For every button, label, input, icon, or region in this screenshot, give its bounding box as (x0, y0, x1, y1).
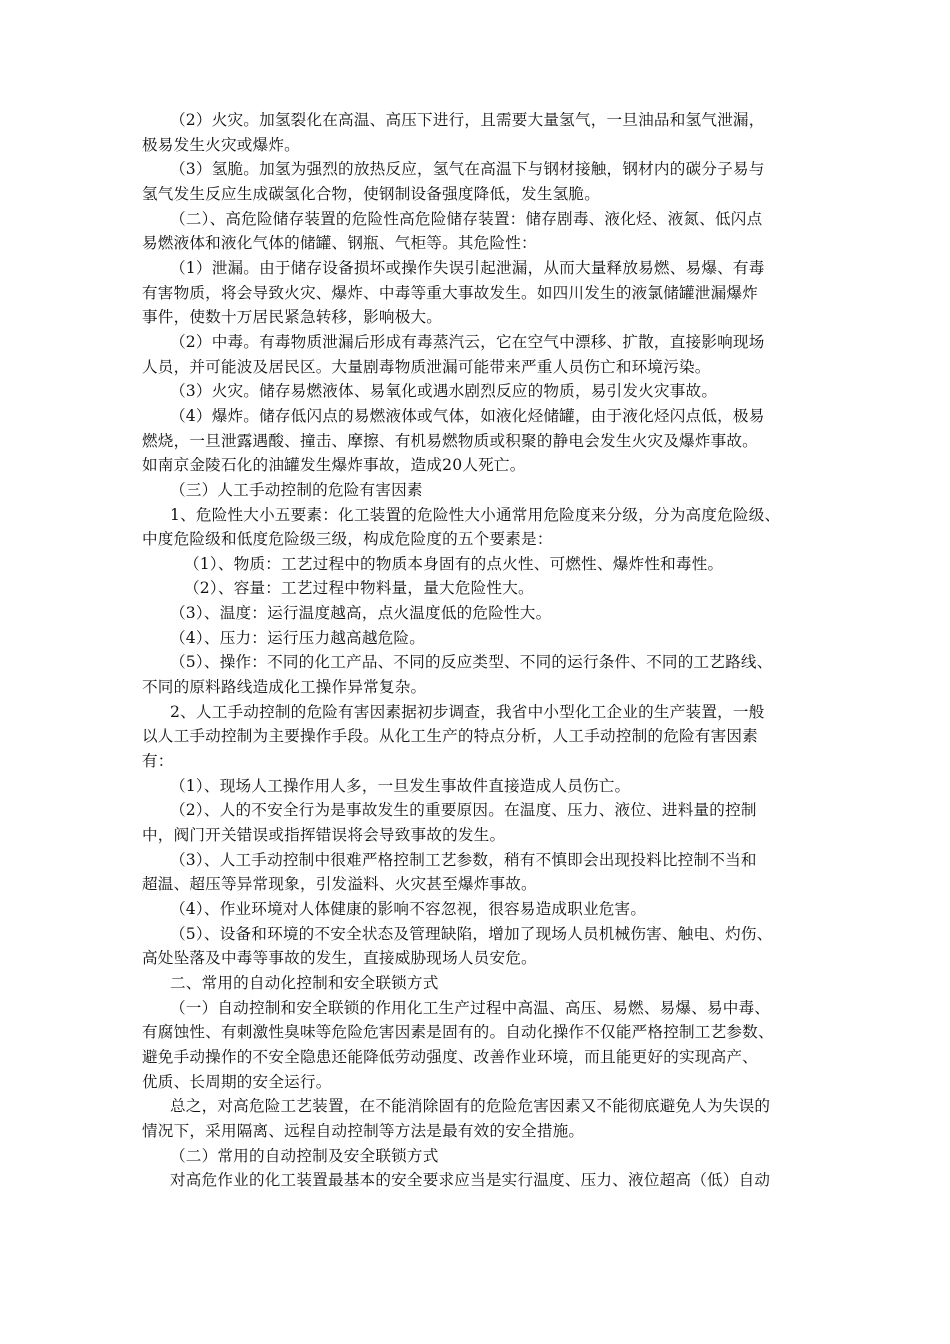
text-line: 对高危作业的化工装置最基本的安全要求应当是实行温度、压力、液位超高（低）自动 (170, 1171, 771, 1190)
text-line: （5）、设备和环境的不安全状态及管理缺陷，增加了现场人员机械伤害、触电、灼伤、 (170, 924, 773, 943)
text-line: 高处坠落及中毒等事故的发生，直接威胁现场人员安危。 (142, 949, 537, 968)
text-line: （2）、容量：工艺过程中物料量，量大危险性大。 (184, 579, 534, 598)
text-line: 事件，使数十万居民紧急转移，影响极大。 (142, 308, 443, 327)
text-line: 超温、超压等异常现象，引发溢料、火灾甚至爆炸事故。 (142, 875, 537, 894)
text-line: 2、人工手动控制的危险有害因素据初步调查，我省中小型化工企业的生产装置，一般 (170, 702, 765, 721)
text-line: （3）氢脆。加氢为强烈的放热反应，氢气在高温下与钢材接触，钢材内的碳分子易与 (170, 160, 765, 179)
text-line: 易燃液体和液化气体的储罐、钢瓶、气柜等。其危险性： (142, 234, 537, 253)
text-line: （一）自动控制和安全联锁的作用化工生产过程中高温、高压、易燃、易爆、易中毒、 (170, 998, 771, 1017)
text-line: 氢气发生反应生成碳氢化合物，使钢制设备强度降低，发生氢脆。 (142, 184, 601, 203)
text-line: （2）火灾。加氢裂化在高温、高压下进行，且需要大量氢气，一旦油品和氢气泄漏， (170, 111, 765, 129)
text-line: （二）、高危险储存装置的危险性高危险储存装置：储存剧毒、液化烃、液氮、低闪点 (170, 209, 763, 228)
text-line: 有害物质，将会导致火灾、爆炸、中毒等重大事故发生。如四川发生的液氯储罐泄漏爆炸 (142, 283, 758, 302)
text-line: 情况下，采用隔离、远程自动控制等方法是最有效的安全措施。 (142, 1121, 585, 1140)
text-line: 1、危险性大小五要素：化工装置的危险性大小通常用危险度来分级，分为高度危险级、 (170, 505, 781, 524)
text-line: （2）中毒。有毒物质泄漏后形成有毒蒸汽云，它在空气中漂移、扩散，直接影响现场 (170, 332, 765, 351)
text-line: 避免手动操作的不安全隐患还能降低劳动强度、改善作业环境，而且能更好的实现高产、 (142, 1047, 758, 1066)
text-line: （1）、物质：工艺过程中的物质本身固有的点火性、可燃性、爆炸性和毒性。 (184, 554, 724, 573)
text-line: （3）火灾。储存易燃液体、易氧化或遇水剧烈反应的物质，易引发火灾事故。 (170, 382, 718, 401)
text-line: （3）、人工手动控制中很难严格控制工艺参数，稍有不慎即会出现投料比控制不当和 (170, 850, 757, 869)
text-line: 如南京金陵石化的油罐发生爆炸事故，造成20人死亡。 (142, 456, 526, 475)
text-line: （1）泄漏。由于储存设备损坏或操作失误引起泄漏，从而大量释放易燃、易爆、有毒 (170, 258, 765, 277)
text-line: 极易发生火灾或爆炸。 (142, 135, 300, 154)
text-line: 总之，对高危险工艺装置，在不能消除固有的危险危害因素又不能彻底避免人为失误的 (170, 1097, 771, 1116)
text-line: 以人工手动控制为主要操作手段。从化工生产的特点分析，人工手动控制的危险有害因素 (142, 727, 758, 746)
text-line: （二）常用的自动控制及安全联锁方式 (170, 1146, 439, 1165)
text-line: （1）、现场人工操作用人多，一旦发生事故件直接造成人员伤亡。 (170, 776, 631, 795)
text-line: （4）、作业环境对人体健康的影响不容忽视，很容易造成职业危害。 (170, 900, 647, 918)
document-page (142, 108, 822, 1193)
text-line: （2）、人的不安全行为是事故发生的重要原因。在温度、压力、液位、进料量的控制 (170, 801, 757, 820)
text-line: （三）人工手动控制的危险有害因素 (170, 480, 423, 499)
text-line: （4）爆炸。储存低闪点的易燃液体或气体，如液化烃储罐，由于液化烃闪点低，极易 (170, 406, 765, 425)
text-line: 优质、长周期的安全运行。 (142, 1072, 332, 1091)
text-line: （5）、操作：不同的化工产品、不同的反应类型、不同的运行条件、不同的工艺路线、 (170, 653, 773, 672)
text-line: 不同的原料路线造成化工操作异常复杂。 (142, 678, 427, 697)
text-line: 中，阀门开关错误或指挥错误将会导致事故的发生。 (142, 826, 506, 845)
text-line: 燃烧，一旦泄露遇酸、撞击、摩擦、有机易燃物质或积聚的静电会发生火灾及爆炸事故。 (142, 431, 758, 450)
text-line: 有： (142, 752, 174, 771)
text-line: （4）、压力：运行压力越高越危险。 (170, 628, 426, 647)
text-line: （3）、温度：运行温度越高，点火温度低的危险性大。 (170, 604, 552, 623)
text-line: 二、常用的自动化控制和安全联锁方式 (170, 973, 439, 992)
text-line: 中度危险级和低度危险级三级，构成危险度的五个要素是： (142, 530, 553, 549)
document-body (142, 108, 822, 1193)
text-line: 人员，并可能波及居民区。大量剧毒物质泄漏可能带来严重人员伤亡和环境污染。 (142, 357, 711, 376)
text-line: 有腐蚀性、有刺激性臭味等危险危害因素是固有的。自动化操作不仅能严格控制工艺参数、 (142, 1023, 774, 1042)
